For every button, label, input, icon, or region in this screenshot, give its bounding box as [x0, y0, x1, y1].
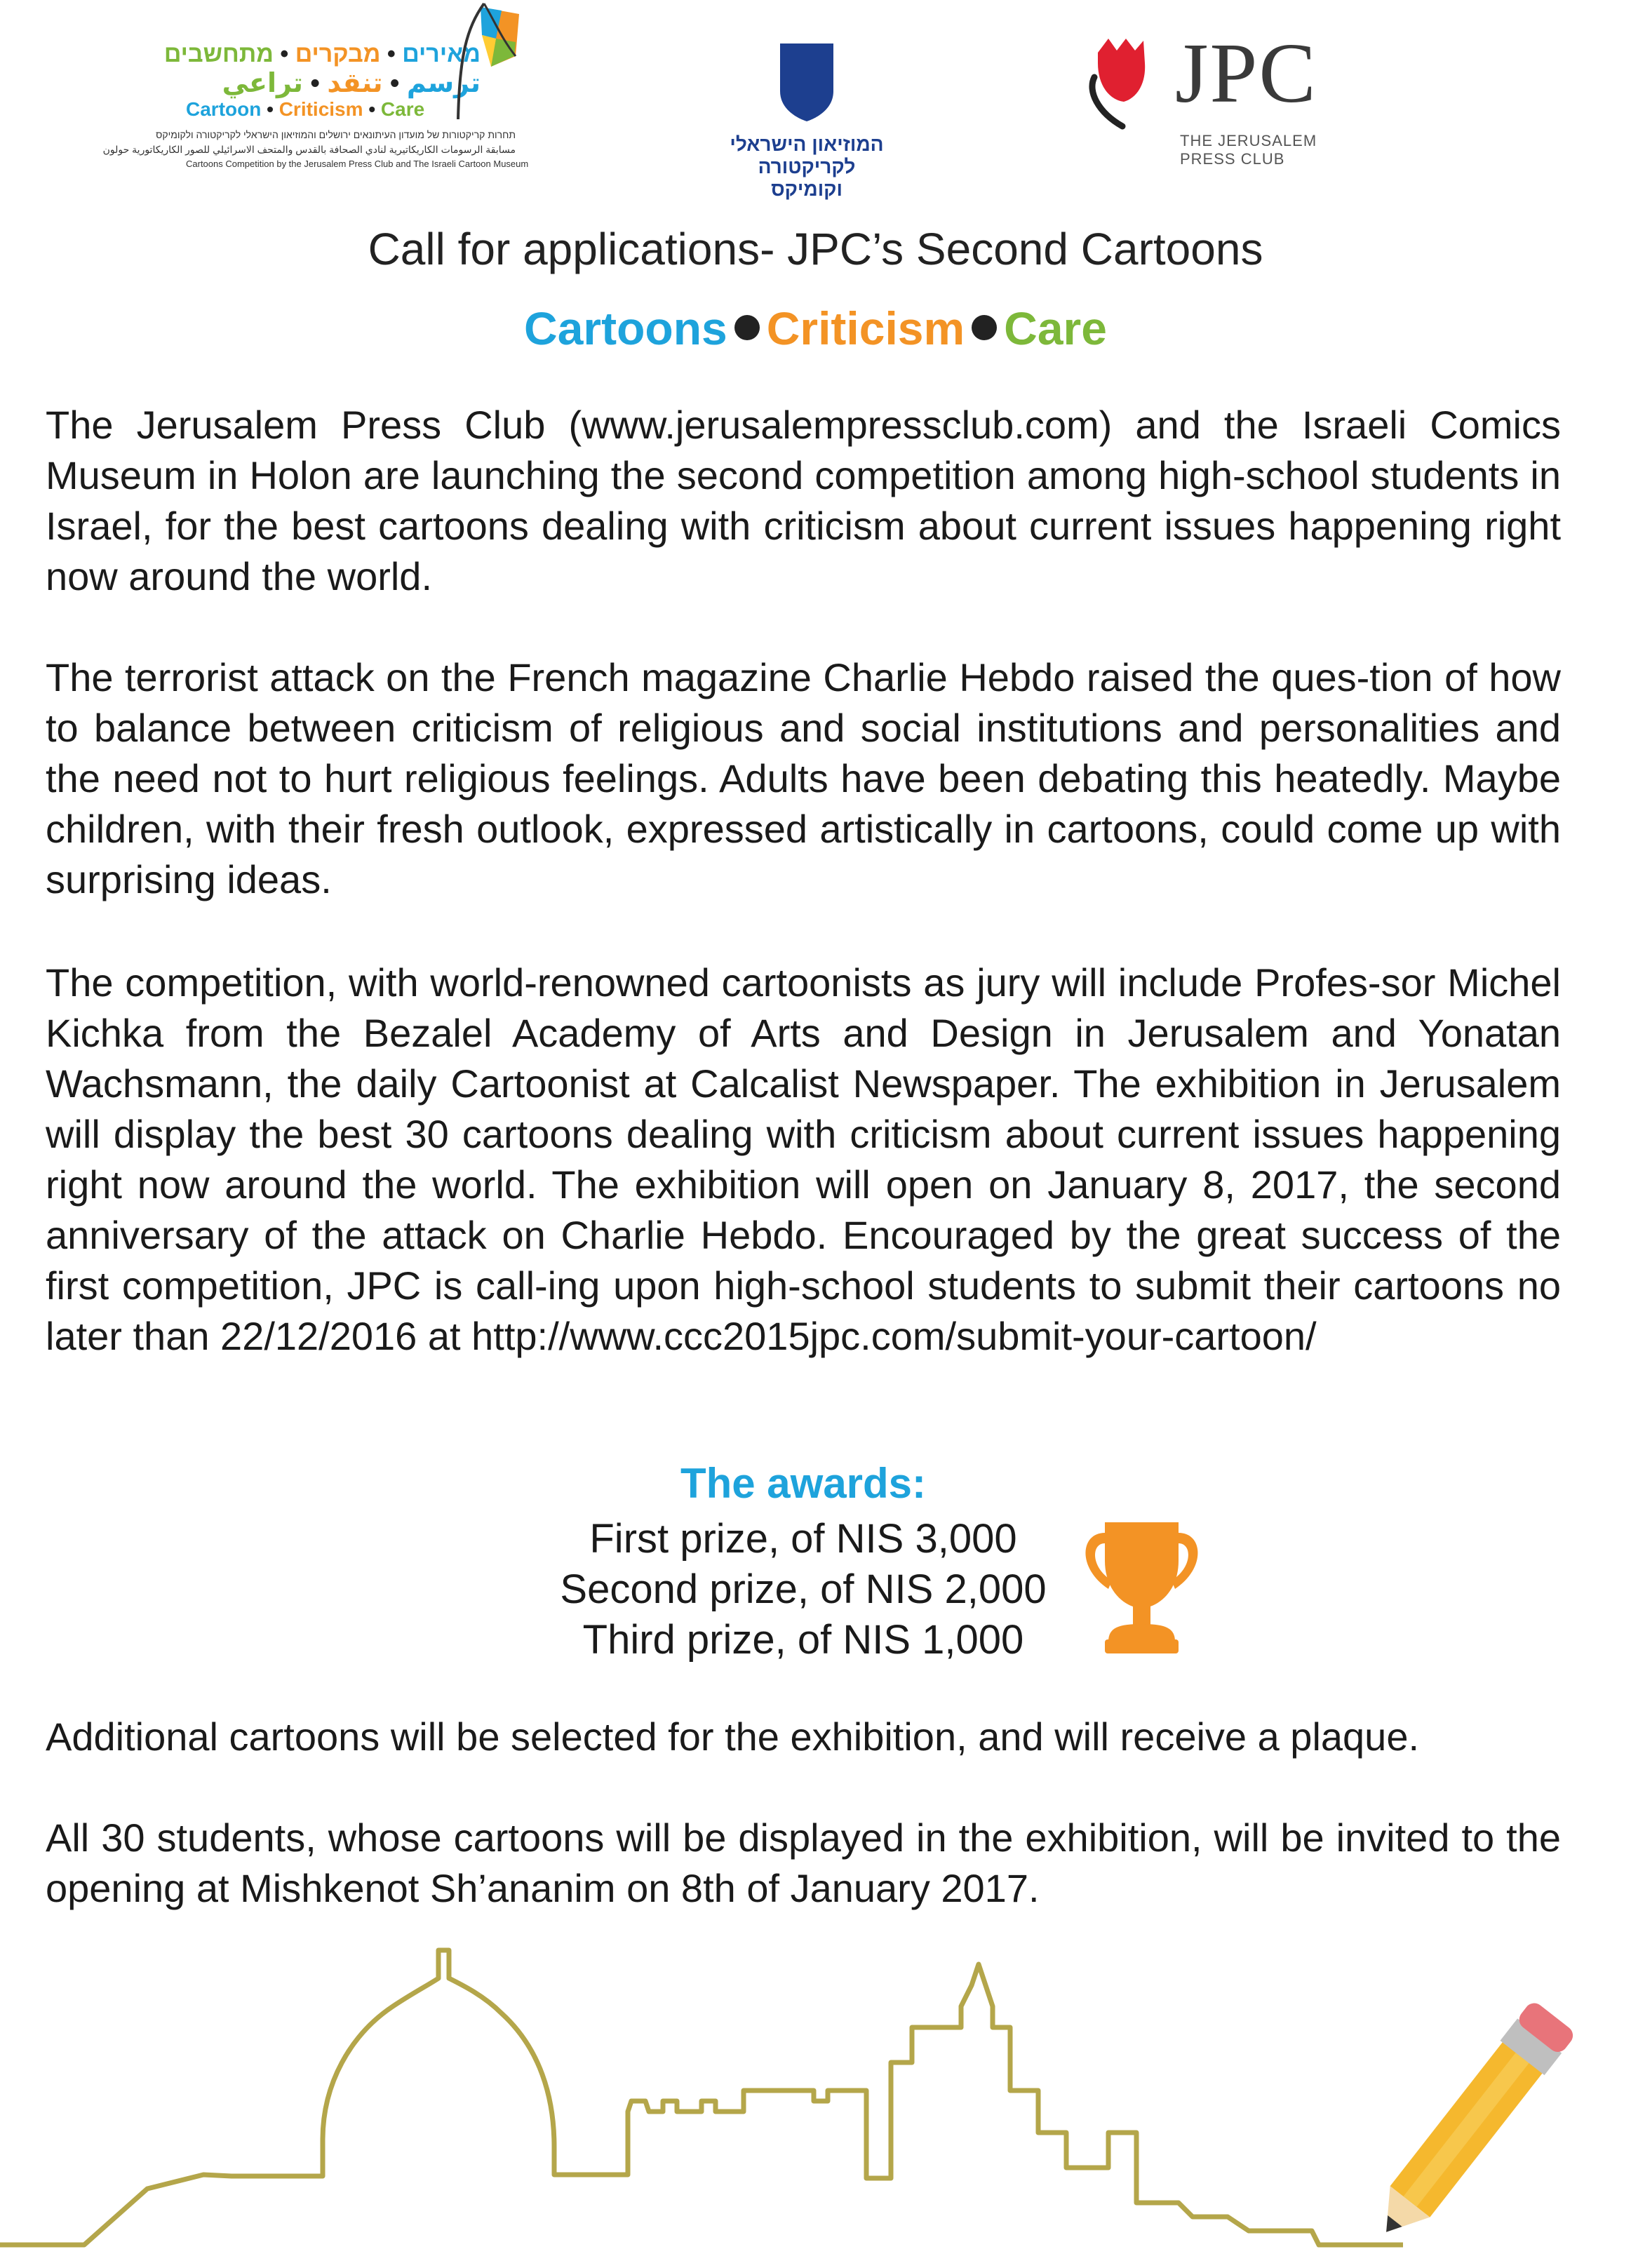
invitation-paragraph: All 30 students, whose cartoons will be displayed in the exhibition, will be invited to the opening at Mishkenot Sh’ananim on 8th of January 2017.: [46, 1816, 1561, 1910]
ccc-small-english: Cartoons Competition by the Jerusalem Press Club and The Israeli Cartoon Museum: [186, 159, 529, 169]
bullet-icon: [734, 315, 760, 340]
jpc-subtitle: THE JERUSALEM PRESS CLUB: [1180, 132, 1317, 168]
pencil-icon: [1333, 1992, 1599, 2268]
additional-cartoons-paragraph: Additional cartoons will be selected for the exhibition, and will receive a plaque.: [46, 1715, 1420, 1759]
museum-name: המוזיאון הישראלי לקריקטורה וקומיקס: [730, 133, 884, 200]
trophy-icon: [1077, 1519, 1207, 1659]
page-title: Call for applications- JPC’s Second Cartoons: [368, 224, 1263, 274]
charlie-hebdo-paragraph: The terrorist attack on the French magazine Charlie Hebdo raised the ques-tion of how to balance between criticism of religious and social institutions and personalities and the need not to hurt religious feelings. Adults have been debating this heatedly. Maybe children, with their fresh outlook, expressed artistically in cartoons, could come up with surprising ideas.: [46, 655, 1561, 901]
tagline-criticism: Criticism: [766, 302, 965, 354]
tagline-cartoons: Cartoons: [524, 302, 727, 354]
quill-icon: [452, 0, 530, 123]
first-prize: First prize, of NIS 3,000: [589, 1516, 1017, 1562]
museum-logo: [723, 42, 891, 200]
shield-icon: [779, 42, 835, 123]
intro-paragraph: The Jerusalem Press Club (www.jerusalempressclub.com) and the Israeli Comics Museum in Holon are launching the second competition among high-school students in Israel, for the best cartoons dealing with criticism about current issues happening right now around the world.: [46, 403, 1561, 598]
pomegranate-icon: [1073, 35, 1172, 130]
tagline: [0, 302, 1631, 355]
ccc-small-arabic: مسابقة الرسومات الكاريكاتيرية لنادي الصحافة بالقدس والمتحف الاسرائيلي للصور الكاريكاتورية حولون: [102, 144, 516, 155]
competition-paragraph: The competition, with world-renowned cartoonists as jury will include Profes-sor Michel Kichka from the Bezalel Academy of Arts and Design in Jerusalem and Yonatan Wachsmann, the daily Cartoonist at Calcalist Newspaper. The exhibition in Jerusalem will display the best 30 cartoons dealing with criticism about current issues happening right now around the world. The exhibition will open on January 8, 2017, the second anniversary of the attack on Charlie Hebdo. Encouraged by the great success of the first competition, JPC is call-ing upon high-school students to submit their cartoons no later than 22/12/2016 at http://www.ccc2015jpc.com/submit-your-cartoon/: [46, 960, 1561, 1358]
tagline-care: Care: [1004, 302, 1107, 354]
ccc-english-slogan: Cartoon • Criticism • Care: [186, 98, 425, 120]
ccc-logo: [102, 0, 530, 175]
jpc-name: JPC: [1175, 26, 1317, 121]
awards-heading: The awards:: [680, 1460, 927, 1507]
ccc-arabic-slogan: ترسم • تنقد • تراعي: [222, 69, 481, 98]
bullet-icon: [972, 315, 997, 340]
ccc-hebrew-slogan: מאירים • מבקרים • מתחשבים: [163, 41, 481, 67]
ccc-small-hebrew: תחרות קריקטורות של מועדון העיתונאים ירושלים והמוזיאון הישראלי לקריקטורה ולקומיקס: [156, 129, 516, 140]
third-prize: Third prize, of NIS 1,000: [582, 1617, 1024, 1663]
jerusalem-skyline: [0, 1922, 1403, 2268]
second-prize: Second prize, of NIS 2,000: [560, 1566, 1047, 1612]
jpc-logo: [1073, 28, 1368, 168]
